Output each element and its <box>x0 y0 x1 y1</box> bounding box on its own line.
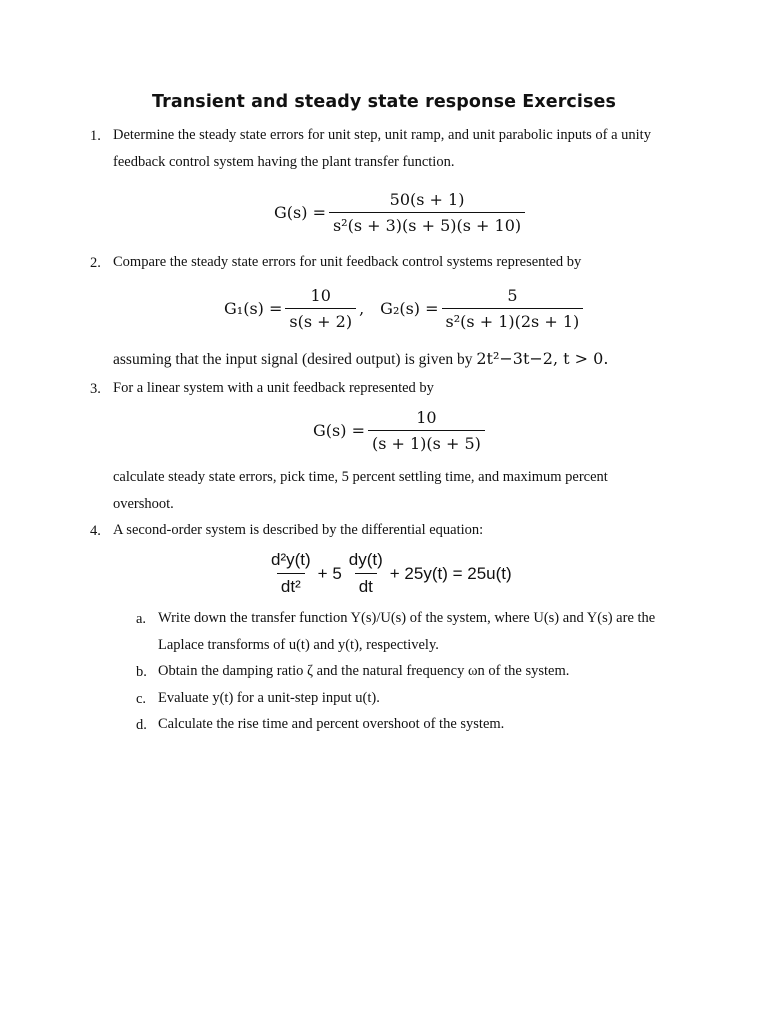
fraction <box>345 550 387 597</box>
text-line: Evaluate y(t) for a unit-step input u(t). <box>158 690 380 706</box>
denominator: s²(s + 1)(2s + 1) <box>442 308 584 331</box>
equation-term: + 5 <box>317 563 342 583</box>
equation-4 <box>264 550 512 597</box>
subitem-d-text <box>158 711 504 738</box>
fraction <box>267 550 315 597</box>
numerator: 10 <box>416 408 437 427</box>
input-signal: 2t²−3t−2, t > 0. <box>476 349 609 368</box>
item-number: 1. <box>90 128 101 144</box>
text-line: Calculate the rise time and percent overshoot of the system. <box>158 716 505 732</box>
numerator: d²y(t) <box>271 550 311 569</box>
fraction <box>368 408 485 453</box>
numerator: 50(s + 1) <box>389 190 465 209</box>
denominator: s²(s + 3)(s + 5)(s + 10) <box>329 212 525 235</box>
item-2-after-text <box>113 346 608 374</box>
text-line: Laplace transforms of u(t) and y(t), respectively. <box>158 636 439 653</box>
subitem-letter: b. <box>136 664 147 680</box>
equation-term: + 25y(t) = 25u(t) <box>389 563 512 583</box>
text-line: For a linear system with a unit feedback represented by <box>113 380 434 396</box>
item-number: 4. <box>90 523 101 539</box>
fraction <box>329 190 525 235</box>
subitem-letter: a. <box>136 611 147 627</box>
text-line: assuming that the input signal (desired output) is given by <box>113 351 473 368</box>
equation-2: G₁(s) = $\frac{10}{s(s + 2)}$ , G₂(s) = $\frac{5}{\text{s²(s + 1)(2s + 1)}}$ <box>224 286 586 331</box>
item-number: 3. <box>90 381 101 397</box>
text-line: Obtain the damping ratio ζ and the natural frequency ωn of the system. <box>158 663 570 679</box>
subitem-letter: d. <box>136 717 147 733</box>
denominator: dt² <box>277 573 305 597</box>
equation-1 <box>274 190 528 235</box>
item-2-text <box>113 249 581 276</box>
numerator: 5 <box>507 286 518 305</box>
subitem-b-text <box>158 658 569 685</box>
denominator: dt <box>355 573 377 597</box>
item-number: 2. <box>90 255 101 271</box>
subitem-a-text <box>158 605 655 658</box>
denominator: s(s + 2) <box>285 308 356 331</box>
numerator: 10 <box>310 286 331 305</box>
text-line: Write down the transfer function Y(s)/U(s) of the system, where U(s) and Y(s) are the <box>158 610 656 626</box>
text-line: overshoot. <box>113 495 174 512</box>
item-3-text <box>113 375 434 402</box>
equation-lhs: G(s) = <box>274 203 326 222</box>
text-line: feedback control system having the plant transfer function. <box>113 153 455 170</box>
text-line: Determine the steady state errors for unit step, unit ramp, and unit parabolic inputs of a unity <box>113 127 651 143</box>
equation-lhs: G(s) = <box>313 421 365 440</box>
fraction <box>285 286 356 331</box>
text-line: A second-order system is described by the differential equation: <box>113 522 484 538</box>
item-1-text <box>113 122 651 175</box>
page-title: Transient and steady state response Exercises <box>151 92 617 112</box>
equation-lhs: G₂(s) = <box>380 299 439 318</box>
numerator: dy(t) <box>348 550 383 569</box>
item-4-text <box>113 517 483 544</box>
text-line: Compare the steady state errors for unit feedback control systems represented by <box>113 254 582 270</box>
subitem-letter: c. <box>136 691 147 707</box>
text-line: calculate steady state errors, pick time, 5 percent settling time, and maximum percent <box>113 469 608 485</box>
denominator: (s + 1)(s + 5) <box>368 430 485 453</box>
equation-3 <box>313 408 488 453</box>
equation-lhs: G₁(s) = <box>224 299 283 318</box>
subitem-c-text <box>158 685 380 712</box>
fraction <box>442 286 584 331</box>
item-3-after-text <box>113 464 608 517</box>
